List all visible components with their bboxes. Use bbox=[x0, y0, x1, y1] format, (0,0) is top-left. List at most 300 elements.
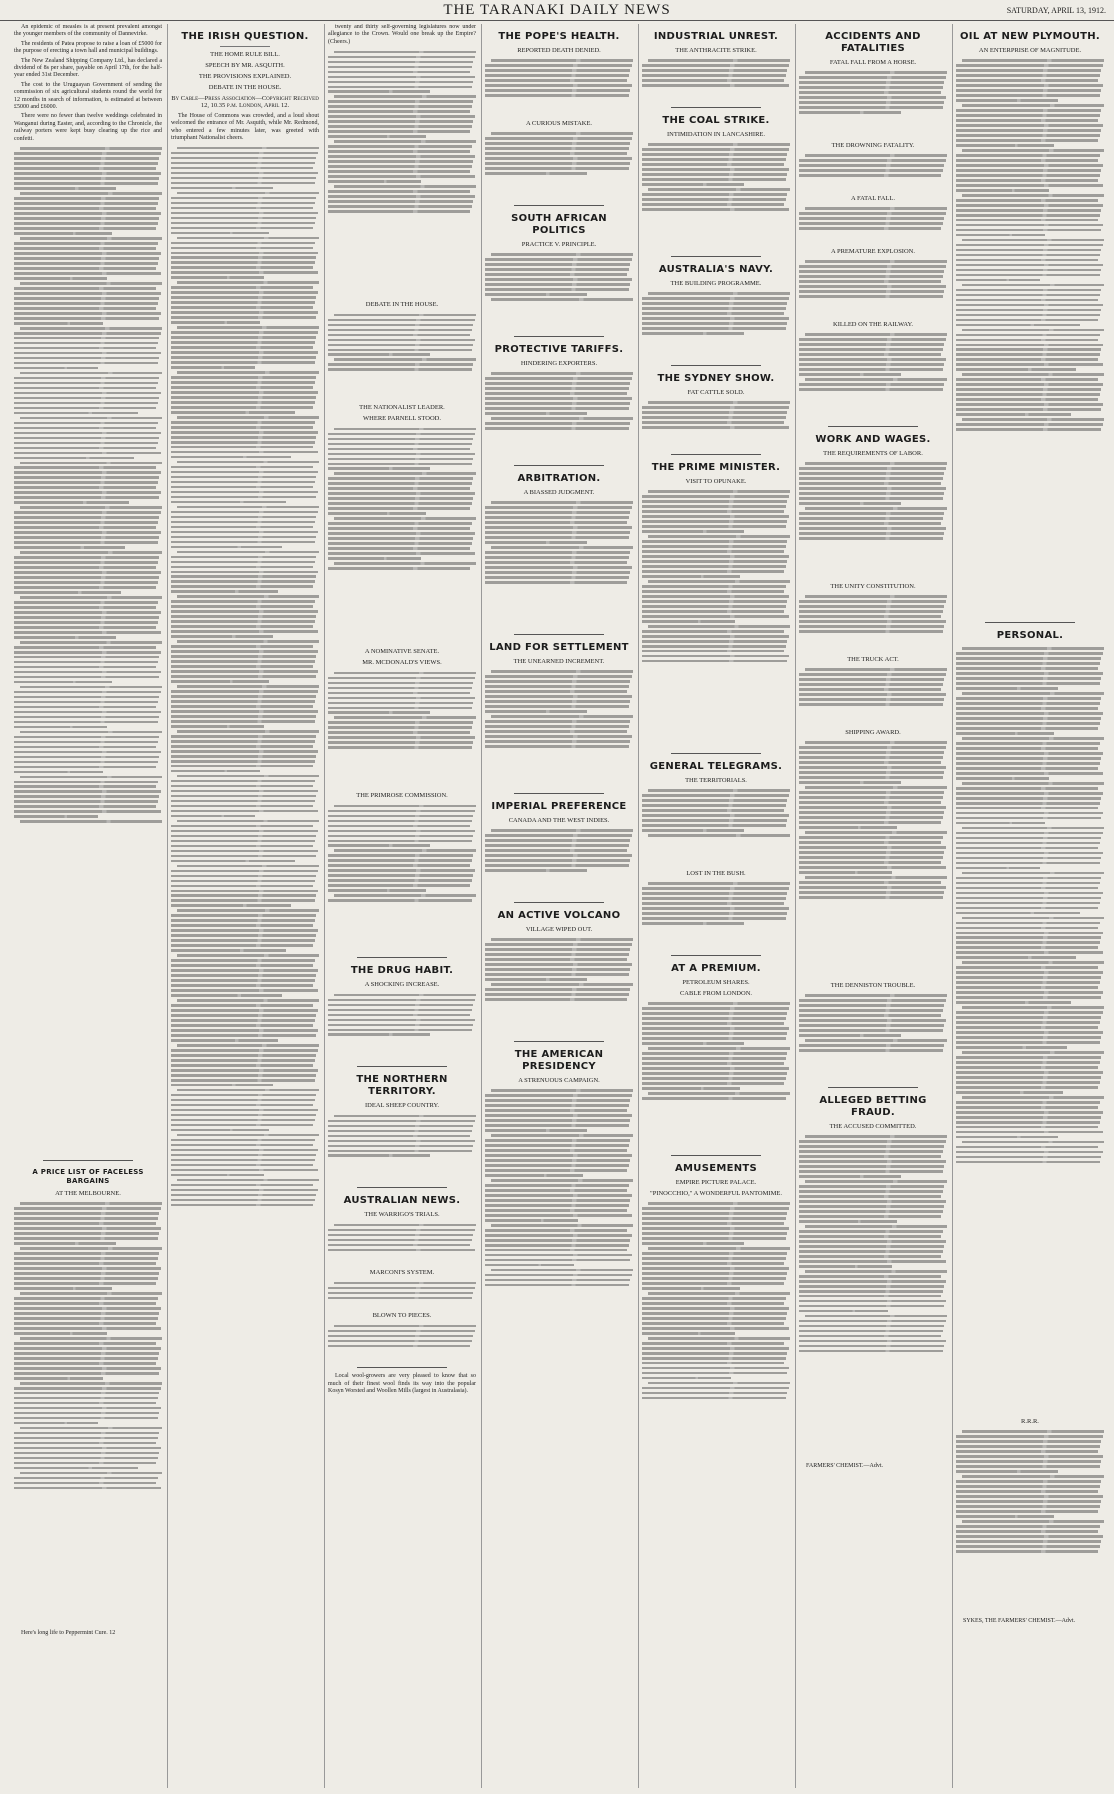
text-line bbox=[14, 1342, 156, 1345]
text-line bbox=[334, 95, 476, 98]
text-line bbox=[328, 1249, 475, 1252]
text-line bbox=[328, 205, 472, 208]
text-line bbox=[485, 1249, 627, 1252]
text-line bbox=[171, 805, 313, 808]
text-line bbox=[956, 1510, 1098, 1513]
subheading: A STRENUOUS CAMPAIGN. bbox=[518, 1077, 600, 1084]
divider bbox=[671, 955, 761, 956]
column-rule bbox=[952, 24, 953, 1788]
text-line bbox=[799, 600, 946, 603]
advert-subheading: AT THE MELBOURNE. bbox=[55, 1190, 121, 1198]
text-line bbox=[805, 595, 947, 598]
text-line bbox=[328, 150, 470, 153]
text-line bbox=[799, 1250, 943, 1253]
text-line bbox=[642, 1062, 784, 1065]
text-line bbox=[491, 715, 633, 718]
text-line bbox=[642, 1007, 789, 1010]
text-line bbox=[642, 411, 787, 414]
text-line bbox=[799, 896, 943, 899]
text-line bbox=[642, 1037, 786, 1040]
headline: WORK AND WAGES. bbox=[815, 434, 931, 445]
text-line bbox=[799, 295, 943, 298]
text-line bbox=[642, 332, 744, 335]
text-line bbox=[328, 869, 475, 872]
text-line bbox=[328, 1287, 475, 1290]
text-line bbox=[799, 776, 943, 779]
text-line bbox=[799, 1150, 943, 1153]
text-line bbox=[956, 1111, 1103, 1114]
text-line bbox=[171, 172, 318, 175]
text-line bbox=[956, 862, 1100, 865]
text-line bbox=[328, 1019, 475, 1022]
text-line bbox=[328, 368, 472, 371]
text-line bbox=[171, 745, 313, 748]
text-line bbox=[14, 152, 161, 155]
text-line bbox=[177, 999, 319, 1002]
text-line bbox=[799, 164, 944, 167]
text-line bbox=[642, 595, 789, 598]
text-line bbox=[956, 682, 1100, 685]
text-line bbox=[20, 147, 162, 150]
text-line bbox=[171, 202, 315, 205]
text-line bbox=[14, 257, 159, 260]
text-line bbox=[171, 590, 278, 593]
body-text-block bbox=[485, 499, 633, 629]
text-line bbox=[328, 1292, 473, 1295]
text-line bbox=[799, 766, 946, 769]
text-line bbox=[328, 999, 475, 1002]
text-line bbox=[799, 866, 946, 869]
body-text-block bbox=[642, 399, 790, 449]
text-line bbox=[328, 1009, 472, 1012]
text-line bbox=[799, 761, 941, 764]
text-line bbox=[171, 541, 315, 544]
divider bbox=[671, 107, 761, 108]
text-line bbox=[799, 174, 941, 177]
text-line bbox=[171, 321, 260, 324]
columns bbox=[14, 24, 1108, 1788]
text-line bbox=[648, 59, 790, 62]
text-line bbox=[642, 570, 784, 573]
headline: IMPERIAL PREFERENCE bbox=[491, 801, 627, 812]
text-line bbox=[328, 210, 470, 213]
text-line bbox=[956, 797, 1101, 800]
text-line bbox=[171, 919, 315, 922]
text-line bbox=[956, 932, 1103, 935]
text-line bbox=[171, 1169, 318, 1172]
text-line bbox=[799, 771, 944, 774]
text-line bbox=[642, 64, 789, 67]
text-line bbox=[14, 756, 159, 759]
text-line bbox=[642, 1212, 787, 1215]
text-line bbox=[14, 172, 161, 175]
text-line bbox=[485, 1184, 629, 1187]
text-line bbox=[956, 852, 1103, 855]
text-line bbox=[799, 791, 944, 794]
text-line bbox=[956, 1121, 1100, 1124]
text-line bbox=[171, 197, 316, 200]
text-line bbox=[14, 651, 161, 654]
text-line bbox=[14, 312, 161, 315]
text-line bbox=[956, 847, 1098, 850]
text-line bbox=[956, 99, 1058, 102]
body-text-block bbox=[799, 992, 947, 1082]
text-line bbox=[642, 1332, 735, 1335]
text-line bbox=[485, 710, 587, 713]
text-line bbox=[799, 502, 901, 505]
text-line bbox=[491, 132, 633, 135]
text-line bbox=[642, 1017, 786, 1020]
text-line bbox=[171, 1009, 318, 1012]
text-line bbox=[328, 1239, 472, 1242]
text-line bbox=[171, 252, 318, 255]
text-line bbox=[171, 546, 282, 549]
body-text-block bbox=[485, 370, 633, 460]
subheading: THE ACCUSED COMMITTED. bbox=[829, 1123, 917, 1130]
text-line bbox=[956, 294, 1100, 297]
text-line bbox=[491, 59, 633, 62]
text-line bbox=[14, 746, 156, 749]
text-line bbox=[799, 265, 946, 268]
text-line bbox=[956, 1455, 1103, 1458]
text-line bbox=[171, 247, 313, 250]
text-line bbox=[491, 501, 633, 504]
text-line bbox=[328, 835, 473, 838]
text-line bbox=[485, 258, 632, 261]
body-text-block bbox=[485, 1087, 633, 1387]
text-line bbox=[171, 615, 316, 618]
text-line bbox=[799, 482, 941, 485]
article-paragraph: The residents of Patea propose to raise a loan of £5000 for the purpose of erecting a town hall and municipal buildings. bbox=[14, 40, 162, 55]
text-line bbox=[177, 865, 319, 868]
text-line bbox=[956, 1131, 1103, 1134]
text-line bbox=[14, 1392, 159, 1395]
text-line bbox=[799, 1245, 944, 1248]
text-line bbox=[956, 94, 1100, 97]
text-line bbox=[956, 269, 1101, 272]
text-line bbox=[956, 1076, 1101, 1079]
text-line bbox=[485, 864, 629, 867]
text-line bbox=[328, 1340, 472, 1343]
text-line bbox=[485, 1169, 627, 1172]
text-line bbox=[485, 152, 627, 155]
text-line bbox=[14, 1432, 159, 1435]
text-line bbox=[171, 266, 313, 269]
text-line bbox=[956, 69, 1101, 72]
text-line bbox=[171, 675, 316, 678]
text-line bbox=[962, 239, 1104, 242]
text-line bbox=[642, 1312, 787, 1315]
text-line bbox=[485, 1234, 632, 1237]
text-line bbox=[14, 317, 159, 320]
text-line bbox=[799, 76, 946, 79]
text-line bbox=[799, 1160, 946, 1163]
text-line bbox=[642, 1377, 731, 1380]
text-line bbox=[14, 1357, 158, 1360]
text-line bbox=[642, 520, 787, 523]
text-line bbox=[171, 1054, 316, 1057]
text-line bbox=[485, 1149, 627, 1152]
subheading: THE UNITY CONSTITUTION. bbox=[830, 583, 916, 590]
text-line bbox=[485, 725, 629, 728]
text-line bbox=[805, 1270, 947, 1273]
text-line bbox=[799, 751, 944, 754]
text-line bbox=[799, 338, 946, 341]
text-line bbox=[956, 1500, 1101, 1503]
text-line bbox=[14, 785, 156, 788]
text-line bbox=[799, 512, 944, 515]
headline: THE NORTHERN TERRITORY. bbox=[356, 1074, 448, 1098]
text-line bbox=[799, 91, 941, 94]
text-line bbox=[14, 297, 159, 300]
text-line bbox=[956, 229, 1101, 232]
text-line bbox=[956, 344, 1103, 347]
text-line bbox=[171, 755, 316, 758]
text-line bbox=[956, 1036, 1101, 1039]
body-text-block bbox=[328, 991, 476, 1061]
text-line bbox=[956, 1470, 1058, 1473]
text-line bbox=[177, 685, 319, 688]
text-line bbox=[642, 1082, 784, 1085]
text-line bbox=[956, 1116, 1101, 1119]
text-line bbox=[177, 595, 319, 598]
subheading: MARCONI'S SYSTEM. bbox=[369, 1269, 435, 1277]
text-line bbox=[642, 600, 787, 603]
text-line bbox=[642, 1072, 787, 1075]
text-line bbox=[485, 1229, 627, 1232]
text-line bbox=[171, 476, 316, 479]
body-text-block bbox=[485, 251, 633, 331]
text-line bbox=[956, 707, 1098, 710]
text-line bbox=[642, 655, 789, 658]
column-7 bbox=[956, 24, 1104, 1788]
text-line bbox=[642, 1052, 787, 1055]
advert-headline: A PRICE LIST OF FACELESS BARGAINS bbox=[32, 1168, 144, 1186]
text-line bbox=[171, 770, 260, 773]
column-rule bbox=[324, 24, 325, 1788]
text-line bbox=[171, 561, 315, 564]
text-line bbox=[642, 590, 784, 593]
text-line bbox=[177, 1179, 319, 1182]
text-line bbox=[171, 780, 315, 783]
text-line bbox=[171, 934, 316, 937]
text-line bbox=[485, 142, 630, 145]
text-line bbox=[14, 556, 159, 559]
body-text-block bbox=[328, 311, 476, 401]
subheading: BLOWN TO PIECES. bbox=[372, 1312, 432, 1320]
subheading: THE PROVISIONS EXPLAINED. bbox=[198, 73, 292, 80]
text-line bbox=[177, 640, 319, 643]
text-line bbox=[956, 1440, 1101, 1443]
text-line bbox=[799, 1210, 943, 1213]
text-line bbox=[177, 730, 319, 733]
text-line bbox=[171, 600, 315, 603]
text-line bbox=[14, 815, 98, 818]
subheading: WHERE PARNELL STOOD. bbox=[363, 415, 441, 423]
text-line bbox=[956, 204, 1103, 207]
text-line bbox=[328, 334, 470, 337]
text-line bbox=[485, 536, 629, 539]
text-line bbox=[14, 352, 161, 355]
text-line bbox=[14, 1477, 158, 1480]
text-line bbox=[799, 1009, 943, 1012]
text-line bbox=[642, 545, 786, 548]
text-line bbox=[648, 1047, 790, 1050]
subheading: REPORTED DEATH DENIED. bbox=[517, 47, 601, 54]
subheading: LOST IN THE BUSH. bbox=[686, 870, 746, 877]
headline: AT A PREMIUM. bbox=[671, 963, 761, 974]
text-line bbox=[171, 242, 315, 245]
text-line bbox=[171, 1109, 318, 1112]
text-line bbox=[956, 224, 1103, 227]
text-line bbox=[642, 84, 789, 87]
text-line bbox=[14, 616, 159, 619]
text-line bbox=[642, 421, 784, 424]
text-line bbox=[177, 820, 319, 823]
text-line bbox=[642, 1277, 786, 1280]
text-line bbox=[328, 1029, 472, 1032]
text-line bbox=[799, 801, 941, 804]
text-line bbox=[485, 973, 629, 976]
text-line bbox=[171, 765, 313, 768]
text-line bbox=[799, 1305, 944, 1308]
text-line bbox=[799, 111, 901, 114]
headline: THE PRIME MINISTER. bbox=[651, 462, 781, 473]
text-line bbox=[171, 271, 318, 274]
column-3 bbox=[328, 24, 476, 1788]
text-line bbox=[799, 1200, 946, 1203]
text-line bbox=[171, 286, 313, 289]
text-line bbox=[962, 149, 1104, 152]
text-line bbox=[485, 556, 629, 559]
body-text-block bbox=[642, 1200, 790, 1500]
text-line bbox=[642, 660, 787, 663]
text-line bbox=[171, 1189, 318, 1192]
text-line bbox=[171, 217, 316, 220]
text-line bbox=[956, 817, 1101, 820]
text-line bbox=[171, 406, 313, 409]
text-line bbox=[642, 69, 787, 72]
text-line bbox=[14, 1347, 161, 1350]
text-line bbox=[799, 1155, 941, 1158]
body-text-block bbox=[799, 460, 947, 580]
text-line bbox=[956, 1021, 1100, 1024]
text-line bbox=[642, 1397, 786, 1400]
text-line bbox=[171, 1099, 315, 1102]
text-line bbox=[171, 899, 315, 902]
divider bbox=[357, 957, 447, 958]
text-line bbox=[485, 278, 632, 281]
text-line bbox=[328, 1120, 475, 1123]
subheading: FATAL FALL FROM A HORSE. bbox=[829, 59, 917, 66]
column-2 bbox=[171, 24, 319, 1788]
text-line bbox=[485, 978, 587, 981]
text-line bbox=[171, 491, 318, 494]
text-line bbox=[14, 227, 156, 230]
text-line bbox=[14, 1227, 161, 1230]
text-line bbox=[14, 167, 156, 170]
text-line bbox=[642, 525, 786, 528]
text-line bbox=[485, 1209, 627, 1212]
text-line bbox=[334, 1282, 476, 1285]
text-line bbox=[642, 1252, 787, 1255]
text-line bbox=[328, 56, 475, 59]
masthead bbox=[0, 0, 1114, 21]
text-line bbox=[485, 571, 630, 574]
text-line bbox=[799, 999, 946, 1002]
body-text-block bbox=[485, 57, 633, 117]
text-line bbox=[642, 297, 789, 300]
text-line bbox=[485, 576, 629, 579]
text-line bbox=[485, 953, 629, 956]
text-line bbox=[171, 1024, 313, 1027]
text-line bbox=[799, 1140, 946, 1143]
text-line bbox=[642, 1207, 789, 1210]
text-line bbox=[956, 672, 1103, 675]
text-line bbox=[485, 1174, 583, 1177]
text-line bbox=[171, 1164, 313, 1167]
text-line bbox=[328, 170, 470, 173]
subheading: THE WARRIGO'S TRIALS. bbox=[364, 1211, 440, 1219]
text-line bbox=[642, 585, 786, 588]
text-line bbox=[642, 193, 787, 196]
text-line bbox=[334, 1325, 476, 1328]
text-line bbox=[642, 495, 789, 498]
text-line bbox=[328, 1140, 475, 1143]
text-line bbox=[642, 416, 786, 419]
text-line bbox=[14, 611, 161, 614]
text-line bbox=[328, 448, 470, 451]
text-line bbox=[334, 716, 476, 719]
text-line bbox=[171, 331, 318, 334]
text-line bbox=[328, 884, 470, 887]
divider bbox=[671, 454, 761, 455]
text-line bbox=[171, 162, 315, 165]
text-line bbox=[799, 368, 943, 371]
text-line bbox=[491, 829, 633, 832]
text-line bbox=[328, 697, 475, 700]
text-line bbox=[20, 1292, 162, 1295]
text-line bbox=[14, 347, 156, 350]
text-line bbox=[956, 662, 1100, 665]
text-line bbox=[485, 1109, 627, 1112]
text-line bbox=[328, 854, 473, 857]
text-line bbox=[642, 1347, 789, 1350]
text-line bbox=[485, 526, 632, 529]
text-line bbox=[648, 292, 790, 295]
text-line bbox=[642, 565, 786, 568]
text-line bbox=[805, 71, 947, 74]
text-line bbox=[799, 1330, 943, 1333]
text-line bbox=[328, 512, 426, 515]
text-line bbox=[171, 1029, 318, 1032]
text-line bbox=[177, 551, 319, 554]
text-line bbox=[799, 1255, 941, 1258]
text-line bbox=[956, 1046, 1067, 1049]
text-line bbox=[799, 836, 943, 839]
body-text-block bbox=[14, 145, 162, 1155]
text-line bbox=[962, 59, 1104, 62]
text-line bbox=[14, 362, 158, 365]
text-line bbox=[956, 299, 1098, 302]
text-line bbox=[177, 326, 319, 329]
text-line bbox=[485, 531, 630, 534]
text-line bbox=[799, 1195, 941, 1198]
text-line bbox=[642, 907, 789, 910]
text-line bbox=[956, 174, 1100, 177]
text-line bbox=[171, 451, 318, 454]
text-line bbox=[485, 1144, 629, 1147]
